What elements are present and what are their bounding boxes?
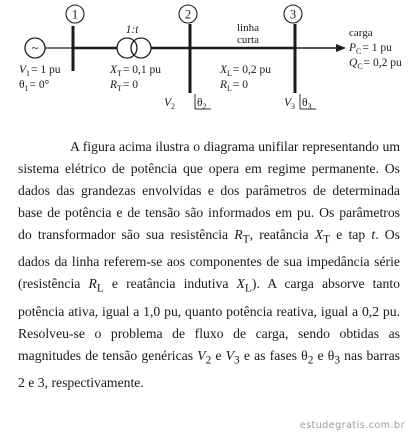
generator-voltage: $V_1= 1$ pu	[19, 64, 61, 78]
transformer-reactance: $X_T= 0,1$ pu	[110, 64, 162, 78]
question-paragraph: A figura acima ilustra o diagrama unifilar representando um sistema elétrico de potência que opera em regime permanente. Os dados das grandezas envolvidas e dos parâmetros de determinada base de potência e de tensão são informados em pu. Os parâmetros do transformador são sua resistência $R_T$, reatância $X_T$ e tap t. Os dados da linha referem-se aos componentes de sua impedância série (resistência $R_L$ e reatância indutiva $X_L$). A carga absorve tanto potência ativa, igual a 1,0 pu, quanto potência reativa, igual a 0,2 pu. Resolveu-se o problema de fluxo de carga, sendo obtidas as magnitudes de tensão genéricas $V_2$ e $V_3$ e as fases $\theta_2$ e $\theta_3$ nas barras 2 e 3, respectivamente.	[18, 139, 400, 391]
bus-2-label: 2	[184, 7, 192, 22]
transformer-ratio: 1:t	[125, 24, 139, 36]
line-resistance: $R_L= 0$	[220, 79, 249, 93]
transformer-secondary-coil	[131, 38, 151, 58]
load-title: carga	[349, 27, 373, 39]
bus-3-label: 3	[289, 7, 297, 22]
transformer-resistance: $R_T= 0$	[110, 79, 139, 93]
load-reactive-power: $Q_C= 0,2$ pu	[349, 57, 402, 71]
generator-angle: $\theta_1= 0^\circ$	[19, 79, 50, 93]
site-watermark: estudegratis.com.br	[299, 420, 405, 431]
line-title-1: linha	[237, 22, 259, 34]
bus-3-angle: $\theta_3$	[302, 97, 312, 111]
line-title-2: curta	[237, 34, 259, 46]
line-reactance: $X_L= 0,2$ pu	[220, 64, 272, 78]
bus-3-voltage: $V_3$	[284, 97, 296, 111]
bus-2-voltage: $V_2$	[164, 97, 176, 111]
generator-tilde: ~	[31, 40, 39, 55]
single-line-diagram	[0, 0, 417, 125]
load-active-power: $P_C= 1$ pu	[349, 42, 392, 56]
bus-2-angle: $\theta_2$	[197, 97, 207, 111]
bus-1-label: 1	[71, 7, 79, 22]
load-arrow-head	[336, 44, 346, 52]
